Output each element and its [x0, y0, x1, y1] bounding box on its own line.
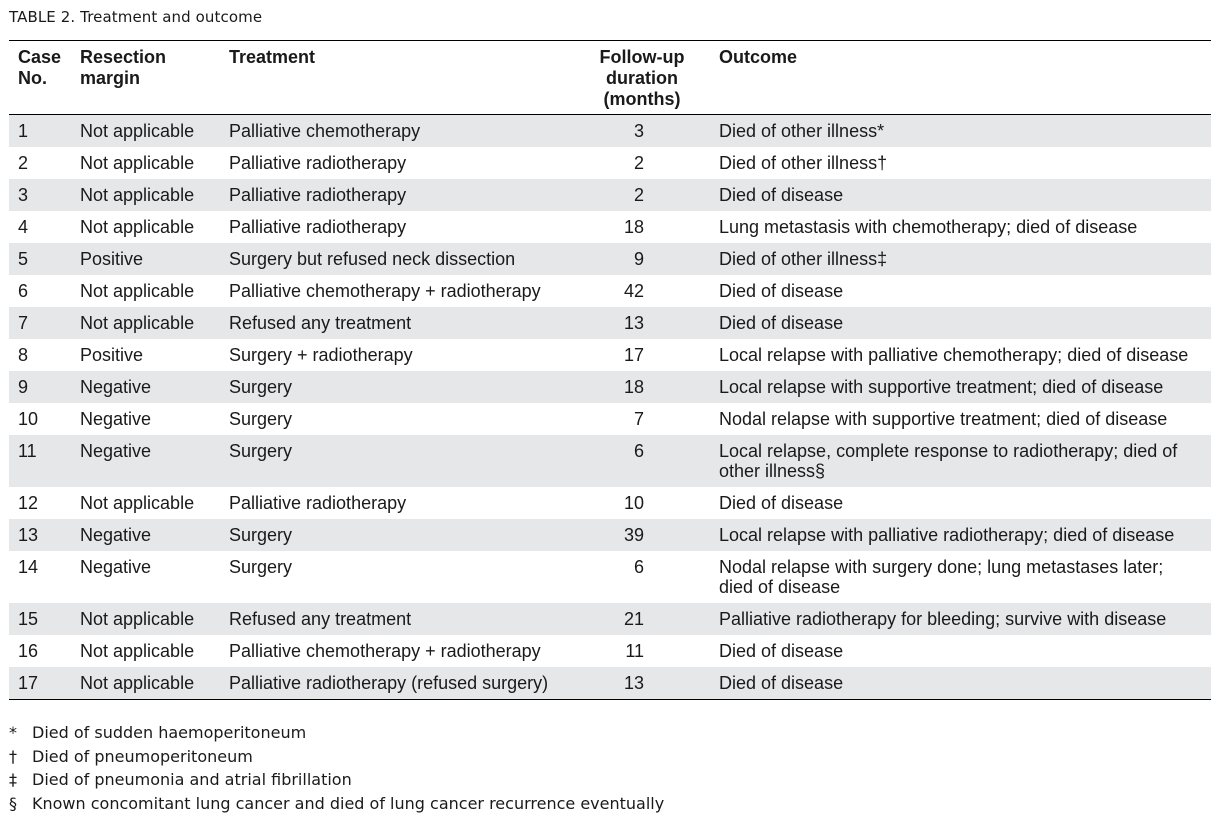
- cell-case-no: 3: [9, 179, 71, 211]
- cell-follow-up: 7: [633, 409, 644, 429]
- table-row: [9, 147, 1211, 179]
- cell-follow-up: 18: [623, 217, 644, 237]
- cell-case-no: 16: [18, 641, 39, 661]
- cell-follow-up: 13: [574, 307, 710, 339]
- table-row: [9, 275, 1211, 307]
- cell-case-no: 2: [18, 153, 29, 173]
- table-row: [9, 603, 1211, 635]
- treatment-outcome-table: [9, 40, 1211, 700]
- cell-resection-margin: Not applicable: [80, 153, 195, 173]
- cell-follow-up: 18: [574, 371, 710, 403]
- cell-outcome: Died of other illness*: [710, 115, 1211, 148]
- table-row: [9, 115, 1211, 148]
- cell-follow-up: 11: [625, 641, 644, 661]
- footnote-symbol: *: [9, 723, 17, 742]
- table-row: [9, 339, 1211, 371]
- cell-resection-margin: Not applicable: [80, 281, 195, 301]
- cell-case-no: 5: [9, 243, 71, 275]
- table-body: [9, 115, 1211, 700]
- cell-outcome: Died of disease: [710, 179, 1211, 211]
- table-row: [9, 243, 1211, 275]
- cell-outcome: Lung metastasis with chemotherapy; died of disease: [719, 217, 1138, 237]
- cell-outcome: Died of disease: [719, 641, 844, 661]
- cell-follow-up: 3: [574, 115, 710, 148]
- cell-case-no: 14: [18, 557, 39, 577]
- cell-case-no: 1: [9, 115, 71, 148]
- cell-resection-margin: Not applicable: [80, 217, 195, 237]
- cell-outcome: Nodal relapse with surgery done; lung metastases later; died of disease: [719, 557, 1164, 597]
- table-row: [9, 551, 1211, 603]
- cell-outcome: Local relapse, complete response to radiotherapy; died of other illness§: [710, 435, 1211, 487]
- table-row: [9, 211, 1211, 243]
- cell-case-no: 11: [9, 435, 71, 487]
- table-row: [9, 307, 1211, 339]
- cell-case-no: 9: [9, 371, 71, 403]
- cell-follow-up: 9: [574, 243, 710, 275]
- cell-outcome: Died of disease: [710, 667, 1211, 700]
- cell-follow-up: 6: [633, 557, 644, 577]
- cell-treatment: Surgery: [220, 435, 574, 487]
- cell-outcome: Palliative radiotherapy for bleeding; survive with disease: [710, 603, 1211, 635]
- cell-treatment: Surgery: [229, 409, 293, 429]
- footnote-symbol: †: [9, 746, 17, 766]
- cell-resection-margin: Negative: [71, 371, 220, 403]
- cell-resection-margin: Not applicable: [80, 493, 195, 513]
- footnote-symbol: §: [9, 793, 17, 813]
- header-outcome: Outcome: [710, 41, 1211, 115]
- header-follow-up-duration: Follow-up duration (months): [574, 41, 710, 115]
- cell-treatment: Refused any treatment: [220, 603, 574, 635]
- cell-treatment: Palliative radiotherapy: [229, 217, 407, 237]
- footnote-text: Died of sudden haemoperitoneum: [32, 723, 307, 742]
- cell-resection-margin: Not applicable: [71, 179, 220, 211]
- cell-treatment: Palliative radiotherapy: [220, 179, 574, 211]
- cell-treatment: Surgery: [220, 519, 574, 551]
- cell-follow-up: 2: [574, 179, 710, 211]
- cell-case-no: 12: [18, 493, 39, 513]
- header-case-no: Case No.: [9, 41, 71, 115]
- cell-case-no: 7: [9, 307, 71, 339]
- cell-treatment: Palliative chemotherapy + radiotherapy: [229, 281, 541, 301]
- table-row: [9, 435, 1211, 487]
- cell-case-no: 13: [9, 519, 71, 551]
- cell-outcome: Died of disease: [719, 281, 844, 301]
- cell-follow-up: 42: [623, 281, 644, 301]
- cell-follow-up: 6: [574, 435, 710, 487]
- footnote-text: Died of pneumoperitoneum: [32, 746, 253, 766]
- table-row: [9, 667, 1211, 700]
- cell-treatment: Palliative radiotherapy: [229, 153, 407, 173]
- cell-resection-margin: Negative: [71, 435, 220, 487]
- footnote-symbol: ‡: [9, 770, 17, 789]
- cell-treatment: Palliative chemotherapy + radiotherapy: [229, 641, 541, 661]
- footnote: [9, 768, 664, 792]
- cell-case-no: 17: [9, 667, 71, 700]
- cell-treatment: Palliative radiotherapy: [229, 493, 407, 513]
- cell-resection-margin: Not applicable: [80, 641, 195, 661]
- cell-resection-margin: Not applicable: [71, 307, 220, 339]
- cell-outcome: Died of disease: [719, 493, 844, 513]
- cell-case-no: 4: [18, 217, 29, 237]
- cell-follow-up: 17: [623, 345, 644, 365]
- cell-resection-margin: Not applicable: [71, 115, 220, 148]
- cell-case-no: 6: [18, 281, 29, 301]
- cell-case-no: 8: [18, 345, 29, 365]
- footnote: [9, 721, 664, 745]
- header-resection-margin: Resection margin: [71, 41, 220, 115]
- cell-treatment: Palliative chemotherapy: [220, 115, 574, 148]
- cell-resection-margin: Negative: [80, 409, 152, 429]
- cell-resection-margin: Negative: [71, 519, 220, 551]
- cell-outcome: Died of other illness†: [719, 153, 888, 173]
- cell-follow-up: 10: [623, 493, 644, 513]
- cell-treatment: Refused any treatment: [220, 307, 574, 339]
- footnote-text: Known concomitant lung cancer and died of lung cancer recurrence eventually: [32, 793, 665, 813]
- cell-treatment: Surgery: [229, 557, 293, 577]
- cell-outcome: Local relapse with palliative radiotherapy; died of disease: [710, 519, 1211, 551]
- cell-follow-up: 21: [574, 603, 710, 635]
- footnote: [9, 745, 664, 769]
- cell-resection-margin: Negative: [80, 557, 152, 577]
- cell-follow-up: 2: [633, 153, 644, 173]
- cell-outcome: Local relapse with supportive treatment; died of disease: [710, 371, 1211, 403]
- table-row: [9, 179, 1211, 211]
- cell-outcome: Local relapse with palliative chemotherapy; died of disease: [719, 345, 1189, 365]
- cell-outcome: Died of other illness‡: [710, 243, 1211, 275]
- table-row: [9, 635, 1211, 667]
- cell-outcome: Nodal relapse with supportive treatment; died of disease: [719, 409, 1168, 429]
- cell-case-no: 10: [18, 409, 39, 429]
- cell-resection-margin: Not applicable: [71, 603, 220, 635]
- cell-follow-up: 39: [574, 519, 710, 551]
- table-row: [9, 371, 1211, 403]
- table-row: [9, 519, 1211, 551]
- table-footnotes: [9, 721, 664, 815]
- footnote-text: Died of pneumonia and atrial fibrillation: [32, 770, 352, 789]
- cell-resection-margin: Not applicable: [71, 667, 220, 700]
- footnote: [9, 792, 664, 816]
- header-treatment: Treatment: [220, 41, 574, 115]
- table-header-row: [9, 41, 1211, 115]
- cell-resection-margin: Positive: [71, 243, 220, 275]
- cell-follow-up: 13: [574, 667, 710, 700]
- table-caption: TABLE 2. Treatment and outcome: [9, 8, 263, 26]
- cell-treatment: Surgery but refused neck dissection: [220, 243, 574, 275]
- cell-case-no: 15: [9, 603, 71, 635]
- cell-treatment: Palliative radiotherapy (refused surgery): [220, 667, 574, 700]
- cell-outcome: Died of disease: [710, 307, 1211, 339]
- cell-resection-margin: Positive: [80, 345, 144, 365]
- cell-treatment: Surgery + radiotherapy: [229, 345, 413, 365]
- cell-treatment: Surgery: [220, 371, 574, 403]
- table-row: [9, 487, 1211, 519]
- table-row: [9, 403, 1211, 435]
